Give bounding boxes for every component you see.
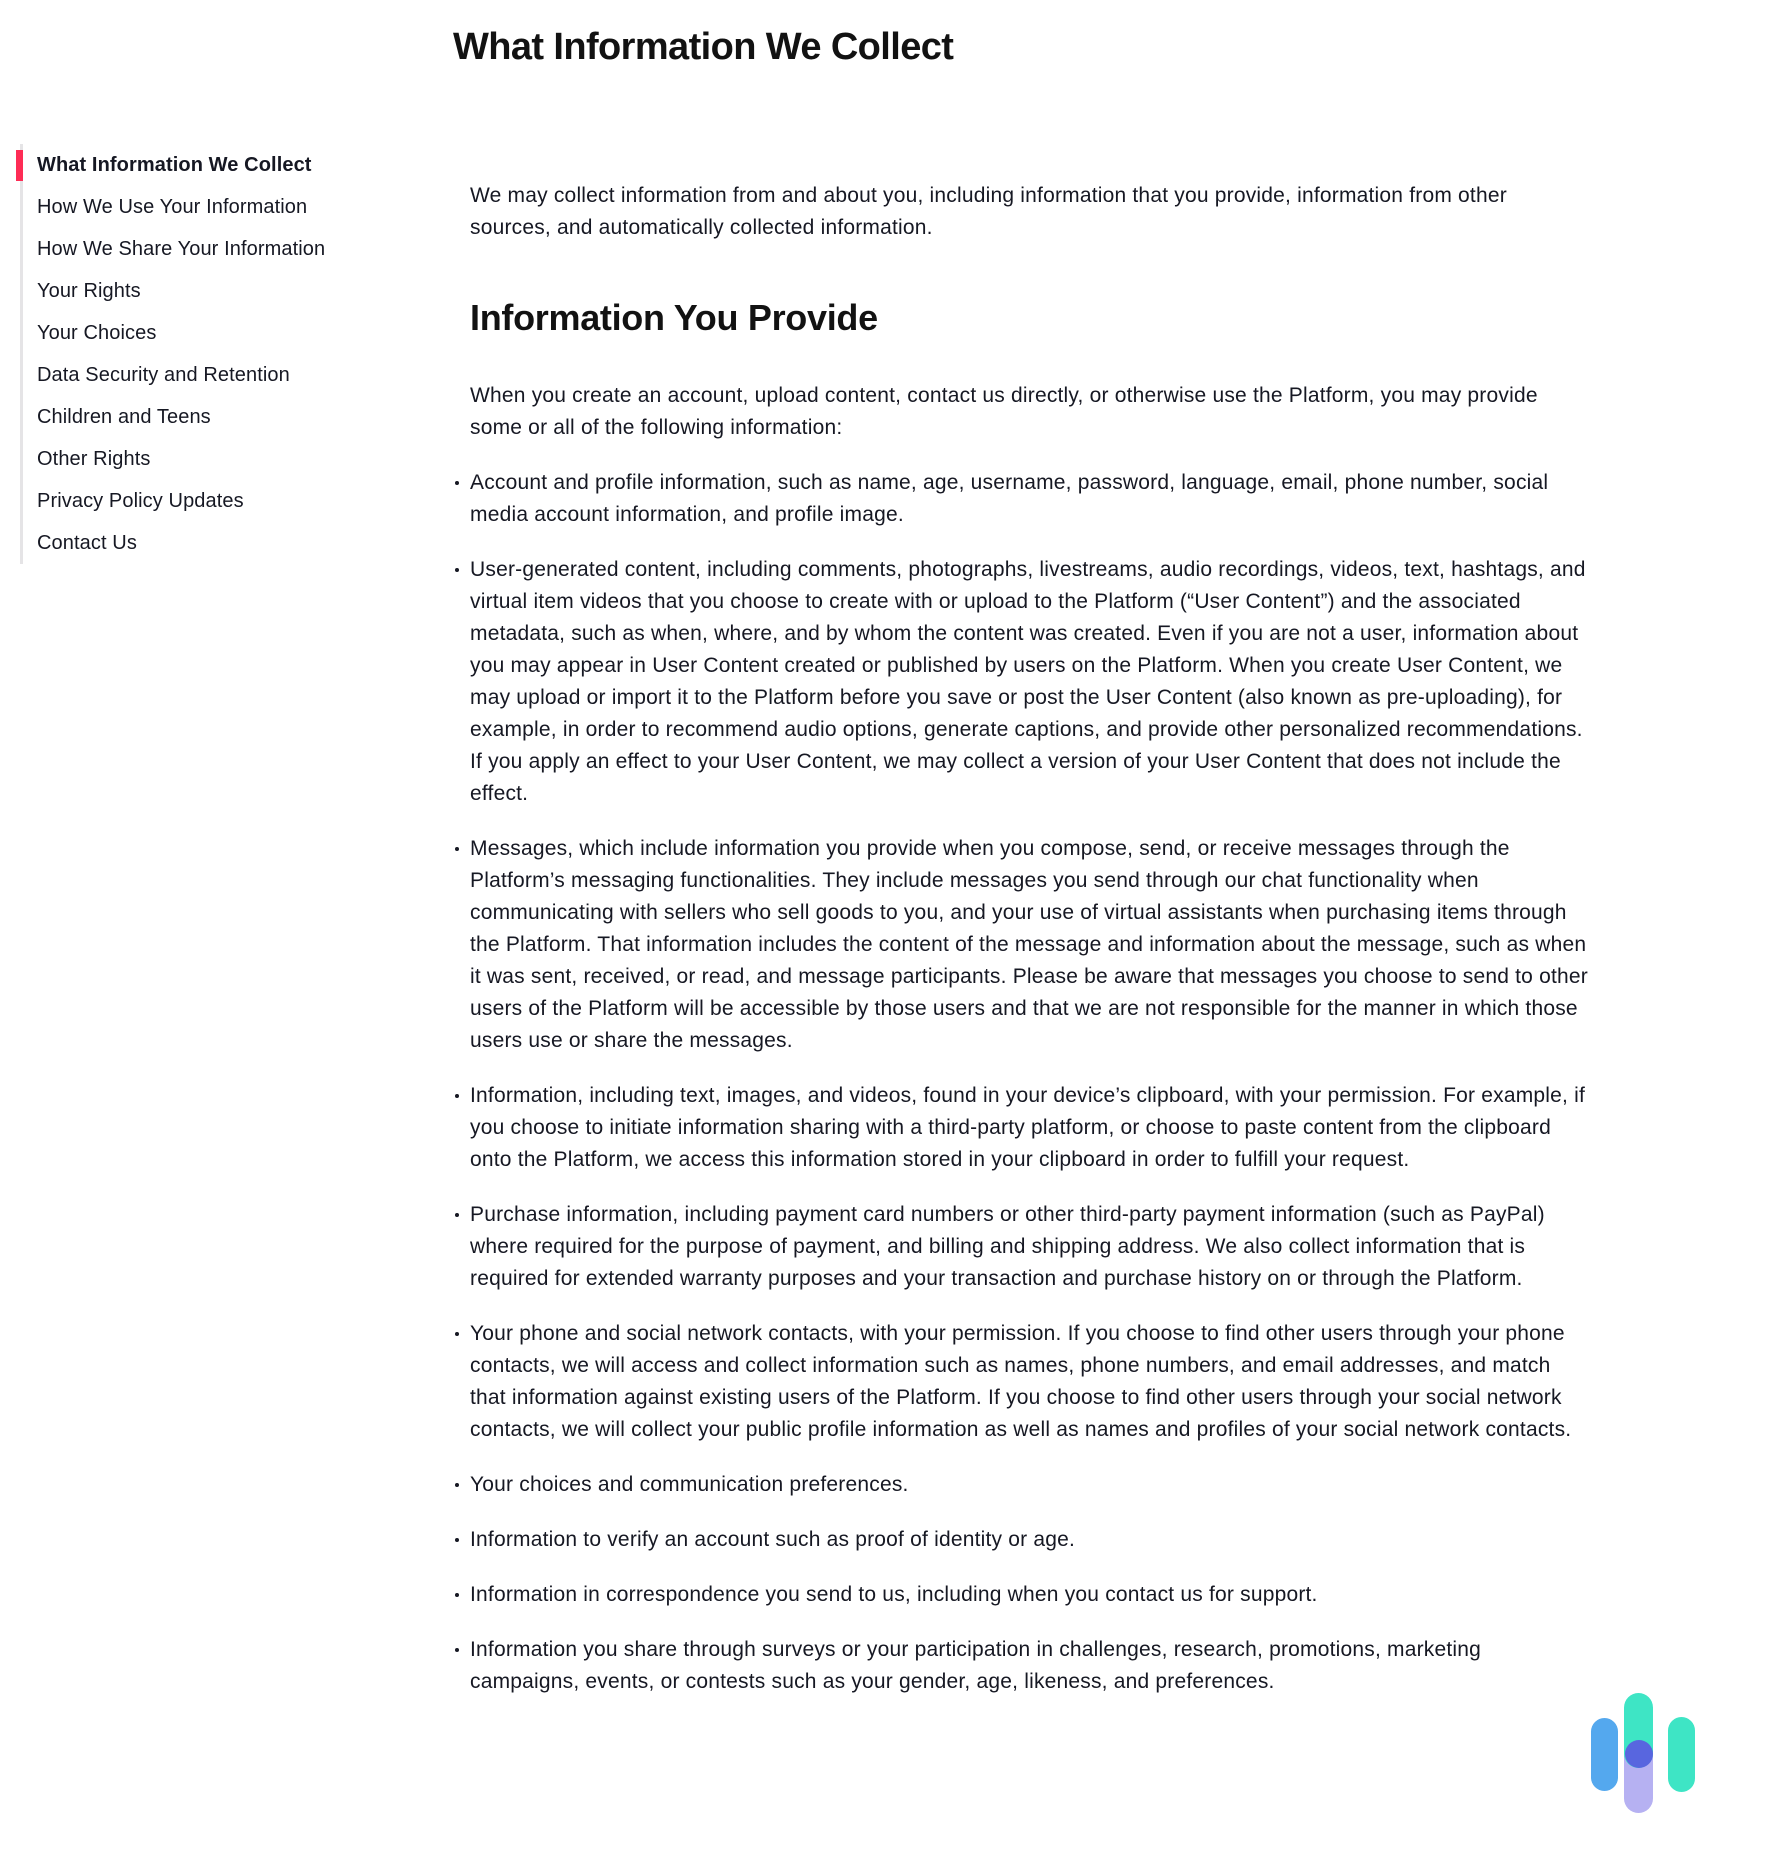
sidebar-item-how-we-use-your-information[interactable]: How We Use Your Information (37, 196, 308, 218)
list-item: Information to verify an account such as proof of identity or age. (470, 1524, 1592, 1556)
tiktok-wave-logo (1591, 1693, 1695, 1813)
information-bullet-list (470, 467, 1592, 1698)
policy-content (470, 180, 1592, 1698)
sidebar-item-data-security-and-retention[interactable]: Data Security and Retention (37, 364, 290, 386)
list-item: Purchase information, including payment card numbers or other third-party payment information (such as PayPal) where required for the purpose of payment, and billing and shipping address. We also collect information that is required for extended warranty purposes and your transaction and purchase history on or through the Platform. (470, 1199, 1592, 1295)
sidebar-item-contact-us[interactable]: Contact Us (37, 532, 137, 554)
list-item: Information you share through surveys or your participation in challenges, research, promotions, marketing campaigns, events, or contests such as your gender, age, likeness, and preferences. (470, 1634, 1592, 1698)
logo-overlap-dot (1625, 1740, 1653, 1768)
list-item: Information in correspondence you send to us, including when you contact us for support. (470, 1579, 1592, 1611)
sidebar-item-privacy-policy-updates[interactable]: Privacy Policy Updates (37, 490, 244, 512)
logo-right-pill (1668, 1717, 1695, 1792)
page-title: What Information We Collect (453, 26, 954, 68)
list-item: Your choices and communication preferences. (470, 1469, 1592, 1501)
list-item: Your phone and social network contacts, with your permission. If you choose to find other users through your phone contacts, we will access and collect information such as names, phone numbers, and email addresses, and match that information against existing users of the Platform. If you choose to find other users through your social network contacts, we will collect your public profile information as well as names and profiles of your social network contacts. (470, 1318, 1592, 1446)
lead-paragraph: When you create an account, upload content, contact us directly, or otherwise use the Platform, you may provide some or all of the following information: (470, 384, 1538, 439)
list-item: Information, including text, images, and videos, found in your device’s clipboard, with your permission. For example, if you choose to initiate information sharing with a third-party platform, or choose to paste content from the clipboard onto the Platform, we access this information stored in your clipboard in order to fulfill your request. (470, 1080, 1592, 1176)
sidebar-item-other-rights[interactable]: Other Rights (37, 448, 151, 470)
sidebar-item-children-and-teens[interactable]: Children and Teens (37, 406, 211, 428)
list-item: Messages, which include information you provide when you compose, send, or receive messages through the Platform’s messaging functionalities. They include messages you send through our chat functionality when communicating with sellers who sell goods to you, and your use of virtual assistants when purchasing items through the Platform. That information includes the content of the message and information about the message, such as when it was sent, received, or read, and message participants. Please be aware that messages you choose to send to other users of the Platform will be accessible by those users and that we are not responsible for the manner in which those users use or share the messages. (470, 833, 1592, 1057)
sidebar-item-what-information-we-collect[interactable]: What Information We Collect (37, 144, 397, 186)
list-item: User-generated content, including comments, photographs, livestreams, audio recordings, videos, text, hashtags, and virtual item videos that you choose to create with or upload to the Platform (“User Content”) and the associated metadata, such as when, where, and by whom the content was created. Even if you are not a user, information about you may appear in User Content created or published by users on the Platform. When you create User Content, we may upload or import it to the Platform before you save or post the User Content (also known as pre-uploading), for example, in order to recommend audio options, generate captions, and provide other personalized recommendations. If you apply an effect to your User Content, we may collect a version of your User Content that does not include the effect. (470, 554, 1592, 810)
section-nav-sidebar (20, 144, 397, 564)
intro-paragraph: We may collect information from and about you, including information that you provide, information from other sources, and automatically collected information. (470, 184, 1507, 239)
sidebar-item-your-choices[interactable]: Your Choices (37, 322, 157, 344)
section-heading-information-you-provide: Information You Provide (470, 297, 878, 338)
logo-left-pill (1591, 1718, 1618, 1791)
list-item: Account and profile information, such as name, age, username, password, language, email, phone number, social media account information, and profile image. (470, 467, 1592, 531)
sidebar-item-how-we-share-your-information[interactable]: How We Share Your Information (37, 238, 326, 260)
sidebar-item-your-rights[interactable]: Your Rights (37, 280, 141, 302)
